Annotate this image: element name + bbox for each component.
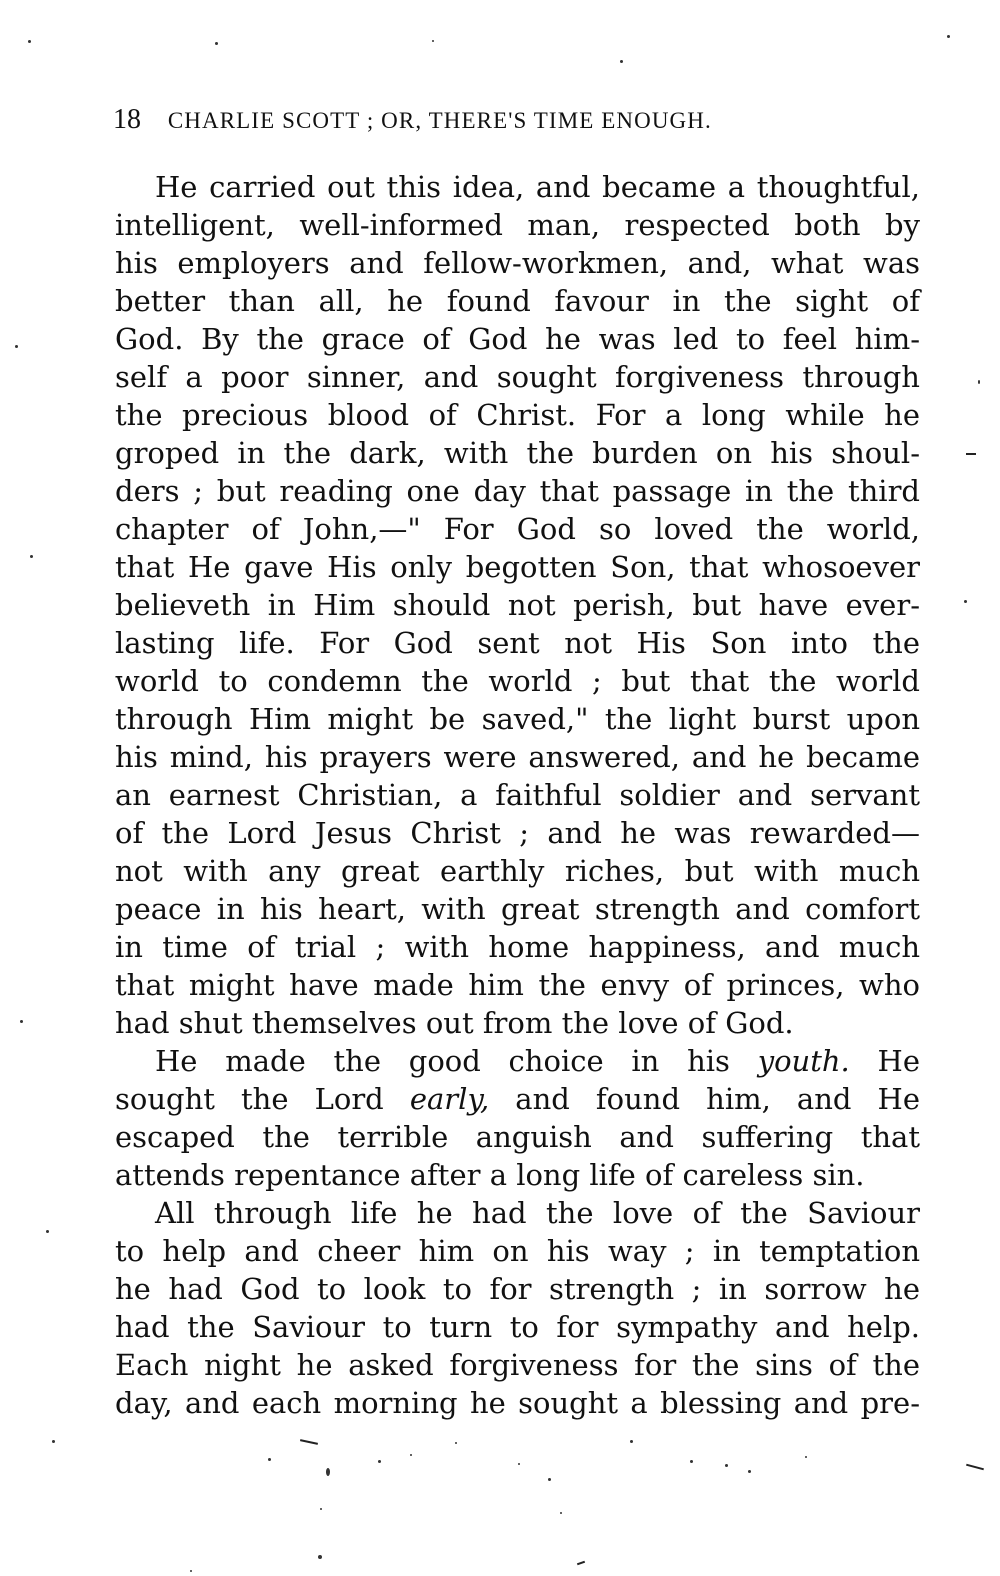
text-line: better than all, he found favour in the sight of [115, 284, 920, 318]
scan-speck [30, 555, 33, 558]
scan-speck [630, 1440, 633, 1443]
scan-speck [378, 1460, 381, 1463]
text-line: believeth in Him should not perish, but have ever- [115, 588, 920, 622]
scan-speck [947, 35, 950, 38]
text-line: escaped the terrible anguish and suffering that [115, 1120, 920, 1154]
text-line: his mind, his prayers were answered, and he became [115, 740, 920, 774]
text-line: the precious blood of Christ. For a long while he [115, 398, 920, 432]
scan-mark [966, 1464, 984, 1471]
text-line-mixed: He made the good choice in his youth. He [155, 1044, 920, 1078]
text-line: attends repentance after a long life of careless sin. [115, 1158, 865, 1192]
running-title: CHARLIE SCOTT ; OR, THERE'S TIME ENOUGH. [167, 108, 712, 133]
text-line: an earnest Christian, a faithful soldier and servant [115, 778, 920, 812]
scan-speck [805, 1456, 807, 1458]
scan-speck [410, 1454, 412, 1456]
text-line: through Him might be saved," the light burst upon [115, 702, 920, 736]
scan-speck [268, 1458, 271, 1461]
text-line: peace in his heart, with great strength and comfort [115, 892, 920, 926]
text-line [115, 1080, 920, 1118]
scan-speck [455, 1442, 457, 1444]
scan-mark [966, 453, 976, 455]
text-line: Each night he asked forgiveness for the sins of the [115, 1348, 920, 1382]
scan-speck [620, 60, 623, 63]
text-line: chapter of John,—" For God so loved the world, [115, 512, 920, 546]
scan-speck [28, 40, 31, 43]
text-line: groped in the dark, with the burden on his shoul- [115, 436, 920, 470]
scan-speck [978, 380, 980, 384]
scan-speck [432, 40, 434, 42]
scan-speck [318, 1555, 322, 1559]
text-line: that He gave His only begotten Son, that whosoever [115, 550, 920, 584]
text-line-mixed: sought the Lord early, and found him, and He [115, 1082, 920, 1116]
text-line: not with any great earthly riches, but with much [115, 854, 920, 888]
scan-speck [190, 1570, 192, 1572]
text-line: of the Lord Jesus Christ ; and he was rewarded— [115, 816, 920, 850]
text-line: God. By the grace of God he was led to feel him- [115, 322, 920, 356]
scan-speck [215, 42, 218, 45]
italic-word: youth. [757, 1044, 850, 1078]
text-line: that might have made him the envy of princes, who [115, 968, 920, 1002]
scan-speck [518, 1463, 520, 1465]
text-line [115, 1042, 920, 1080]
text-line: had the Saviour to turn to for sympathy and help. [115, 1310, 920, 1344]
scan-speck [964, 600, 967, 603]
scan-speck [15, 345, 18, 348]
text-line: He carried out this idea, and became a thoughtful, [155, 170, 920, 204]
text-line: self a poor sinner, and sought forgiveness through [115, 360, 920, 394]
scan-speck [560, 1512, 562, 1514]
text-line: his employers and fellow-workmen, and, what was [115, 246, 920, 280]
scan-speck [320, 1508, 322, 1510]
scan-mark [577, 1561, 585, 1566]
italic-word: early, [409, 1082, 490, 1116]
scan-speck [548, 1478, 551, 1481]
scan-speck [725, 1464, 728, 1467]
text-line: lasting life. For God sent not His Son into the [115, 626, 920, 660]
text-line: he had God to look to for strength ; in sorrow he [115, 1272, 920, 1306]
text-line: had shut themselves out from the love of God. [115, 1006, 794, 1040]
body-text [115, 168, 920, 1418]
scan-speck [20, 1020, 23, 1023]
scan-speck [748, 1470, 751, 1473]
text-line: world to condemn the world ; but that the world [115, 664, 920, 698]
scan-speck [326, 1468, 330, 1476]
text-line: All through life he had the love of the Saviour [155, 1196, 920, 1230]
page-number: 18 [113, 104, 141, 135]
text-line: to help and cheer him on his way ; in temptation [115, 1234, 920, 1268]
scan-speck [52, 1440, 55, 1443]
scan-mark [300, 1439, 318, 1445]
text-line: day, and each morning he sought a blessing and pre- [115, 1386, 920, 1420]
text-line: ders ; but reading one day that passage in the third [115, 474, 920, 508]
scan-speck [690, 1460, 693, 1463]
running-head [113, 103, 923, 137]
scan-speck [46, 1230, 49, 1233]
text-line: intelligent, well-informed man, respected both by [115, 208, 920, 242]
text-line: in time of trial ; with home happiness, and much [115, 930, 920, 964]
